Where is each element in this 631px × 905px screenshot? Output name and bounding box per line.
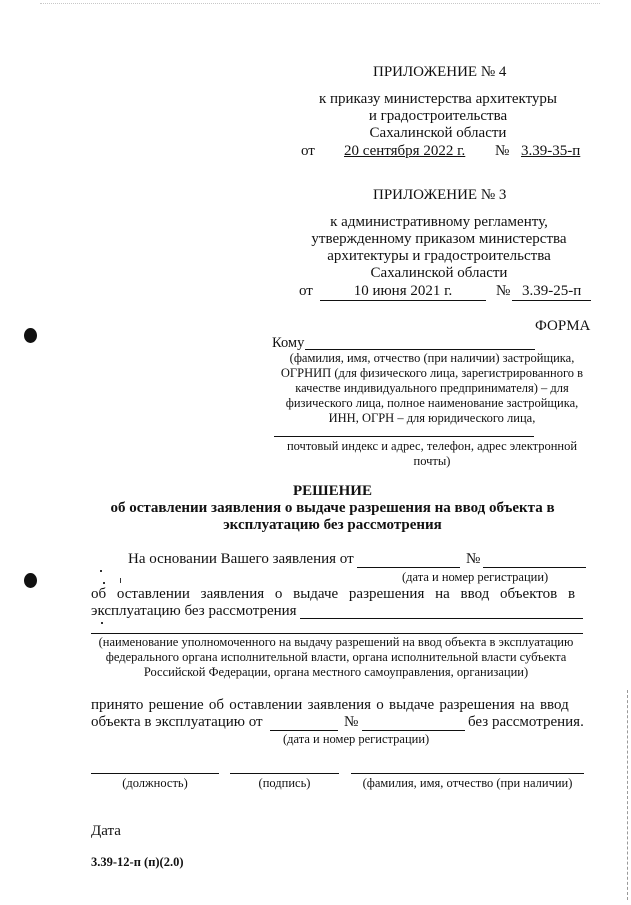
body-p1-num-sign: № (466, 551, 481, 567)
appendix3-title: ПРИЛОЖЕНИЕ № 3 (373, 187, 507, 203)
body-date-reg-note-2: (дата и номер регистрации) (283, 732, 430, 746)
to-note-line-3: качестве индивидуального предпринимателя) – для (295, 381, 569, 395)
body-p2-date-line (270, 730, 338, 731)
signature-sign-line (230, 773, 339, 774)
body-p2-line2-start: объекта в эксплуатацию от (91, 714, 263, 730)
scan-speck (100, 570, 102, 572)
appendix4-line-2: и градостроительства (368, 108, 508, 124)
decision-subtitle-2: эксплуатацию без рассмотрения (223, 517, 442, 533)
appendix4-title: ПРИЛОЖЕНИЕ № 4 (373, 64, 507, 80)
appendix3-line-2: утвержденному приказом министерства (311, 231, 567, 247)
to-recipient-line (305, 349, 535, 350)
appendix4-line-3: Сахалинской области (369, 125, 507, 141)
body-p2-number-line (362, 730, 465, 731)
appendix3-num-sign: № (496, 283, 511, 299)
appendix3-date-line (320, 300, 486, 301)
body-p1-start: На основании Вашего заявления от (128, 551, 354, 567)
to-address-note-2: почты) (413, 454, 451, 468)
appendix4-line-1: к приказу министерства архитектуры (318, 91, 558, 107)
appendix3-from: от (299, 283, 313, 299)
date-label: Дата (91, 823, 121, 839)
appendix3-number-line (512, 300, 591, 301)
signature-position-note: (должность) (122, 776, 188, 790)
body-date-reg-note: (дата и номер регистрации) (402, 570, 549, 584)
scan-top-edge (40, 3, 600, 4)
scan-speck (120, 578, 121, 583)
body-p1-authority-line-a (300, 618, 583, 619)
body-p2-line2-end: без рассмотрения. (468, 714, 584, 730)
body-p1-number-line (483, 567, 586, 568)
body-p2-num-sign: № (344, 714, 359, 730)
punch-hole-top (24, 328, 37, 343)
body-authority-note-1: (наименование уполномоченного на выдачу разрешений на ввод объекта в эксплуатацию (98, 635, 574, 649)
to-label: Кому (272, 335, 305, 351)
signature-position-line (91, 773, 219, 774)
punch-hole-bottom (24, 573, 37, 588)
decision-subtitle-1: об оставлении заявления о выдаче разрешения на ввод объекта в (110, 500, 555, 516)
signature-name-line (351, 773, 584, 774)
decision-title: РЕШЕНИЕ (293, 483, 372, 499)
appendix4-date: 20 сентября 2022 г. (344, 143, 466, 159)
appendix3-line-4: Сахалинской области (370, 265, 508, 281)
to-note-line-2: ОГРНИП (для физического лица, зарегистрированного в (280, 366, 584, 380)
body-p1-line3: эксплуатацию без рассмотрения (91, 603, 297, 619)
body-p1-date-line (357, 567, 460, 568)
body-authority-note-3: Российской Федерации, органа местного самоуправления, организации) (143, 665, 529, 679)
scan-speck (103, 582, 105, 584)
to-address-line (274, 436, 534, 437)
to-note-line-5: ИНН, ОГРН – для юридического лица, (328, 411, 536, 425)
scan-right-edge (627, 690, 629, 900)
footer-code: 3.39-12-п (п)(2.0) (91, 855, 184, 869)
to-address-note-1: почтовый индекс и адрес, телефон, адрес электронной (286, 439, 578, 453)
body-p1-line2: об оставлении заявления о выдаче разрешения на ввод объектов в (91, 586, 576, 602)
signature-sign-note: (подпись) (258, 776, 311, 790)
form-label: ФОРМА (535, 318, 591, 334)
appendix3-line-1: к административному регламенту, (330, 214, 548, 230)
to-note-line-1: (фамилия, имя, отчество (при наличии) застройщика, (289, 351, 575, 365)
scan-speck (101, 622, 103, 624)
appendix4-number: 3.39-35-п (521, 143, 581, 159)
appendix4-num-sign: № (495, 143, 510, 159)
appendix3-line-3: архитектуры и градостроительства (327, 248, 551, 264)
body-authority-note-2: федерального органа исполнительной власти, органа исполнительной власти субъекта (105, 650, 567, 664)
to-note-line-4: физического лица, полное наименование застройщика, (285, 396, 579, 410)
body-p1-authority-line-b (91, 633, 583, 634)
appendix3-number: 3.39-25-п (522, 283, 582, 299)
appendix3-date: 10 июня 2021 г. (353, 283, 453, 299)
body-p2-line1: принято решение об оставлении заявления о выдаче разрешения на ввод (91, 697, 569, 713)
appendix4-from: от (301, 143, 315, 159)
signature-name-note: (фамилия, имя, отчество (при наличии) (362, 776, 573, 790)
